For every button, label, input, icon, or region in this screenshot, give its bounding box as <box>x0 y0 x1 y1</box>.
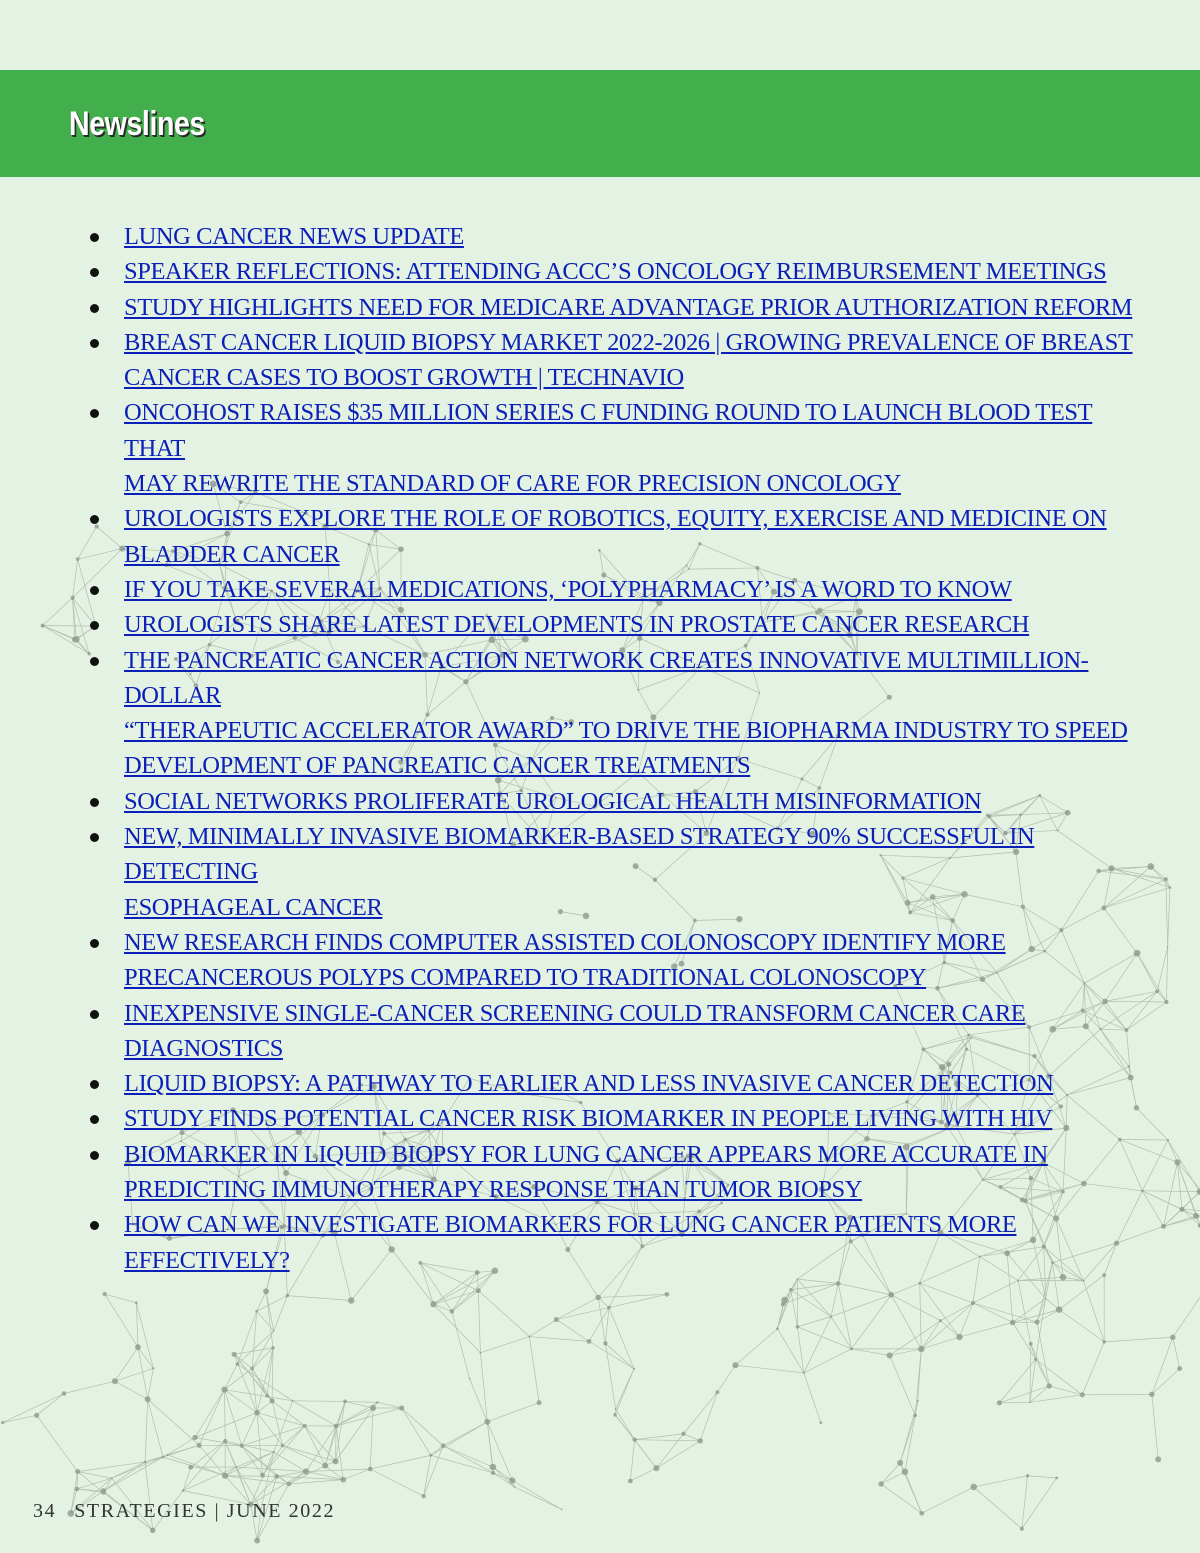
news-item <box>0 501 1144 572</box>
news-list <box>0 219 1200 1278</box>
bullet-icon <box>90 304 99 313</box>
bullet-icon <box>90 833 99 842</box>
news-item <box>0 925 1144 996</box>
bullet-icon <box>90 339 99 348</box>
news-item <box>0 607 1144 642</box>
news-item <box>0 643 1144 784</box>
bullet-icon <box>90 268 99 277</box>
news-link[interactable]: NEW, MINIMALLY INVASIVE BIOMARKER-BASED STRATEGY 90% SUCCESSFUL IN DETECTING ESOPHAGEAL CANCER <box>124 823 1035 921</box>
bullet-icon <box>90 939 99 948</box>
news-link[interactable]: BIOMARKER IN LIQUID BIOPSY FOR LUNG CANCER APPEARS MORE ACCURATE IN PREDICTING IMMUNOTHERAPY RESPONSE THAN TUMOR BIOPSY <box>124 1140 1048 1204</box>
bullet-icon <box>90 657 99 666</box>
bullet-icon <box>90 1115 99 1124</box>
news-item <box>0 996 1144 1067</box>
bullet-icon <box>90 1151 99 1160</box>
news-link[interactable]: IF YOU TAKE SEVERAL MEDICATIONS, ‘POLYPHARMACY’ IS A WORD TO KNOW <box>124 575 1012 603</box>
news-item <box>0 1066 1144 1101</box>
news-link[interactable]: STUDY FINDS POTENTIAL CANCER RISK BIOMARKER IN PEOPLE LIVING WITH HIV <box>124 1105 1053 1133</box>
news-link[interactable]: UROLOGISTS EXPLORE THE ROLE OF ROBOTICS, EQUITY, EXERCISE AND MEDICINE ON BLADDER CANCER <box>124 505 1107 568</box>
bullet-icon <box>90 1010 99 1019</box>
section-title: Newslines <box>69 105 205 143</box>
news-link[interactable]: LIQUID BIOPSY: A PATHWAY TO EARLIER AND LESS INVASIVE CANCER DETECTION <box>124 1070 1054 1098</box>
bullet-icon <box>90 233 99 242</box>
news-item <box>0 784 1144 819</box>
bullet-icon <box>90 621 99 630</box>
bullet-icon <box>90 586 99 595</box>
publication-info: STRATEGIES | JUNE 2022 <box>74 1500 336 1522</box>
page-number: 34 <box>33 1500 57 1522</box>
news-link[interactable]: SPEAKER REFLECTIONS: ATTENDING ACCC’S ONCOLOGY REIMBURSEMENT MEETINGS <box>124 258 1107 286</box>
news-item <box>0 1101 1144 1136</box>
news-link[interactable]: THE PANCREATIC CANCER ACTION NETWORK CREATES INNOVATIVE MULTIMILLION-DOLLAR “THERAPEUTIC ACCELERATOR AWARD” TO DRIVE THE BIOPHARMA INDUSTRY TO SPEED DEVELOPMENT OF PANCREATIC CANCER TREATMENTS <box>124 646 1128 780</box>
page-footer <box>33 1500 335 1523</box>
news-item <box>0 219 1144 254</box>
news-link[interactable]: BREAST CANCER LIQUID BIOPSY MARKET 2022-2026 | GROWING PREVALENCE OF BREAST CANCER CASES TO BOOST GROWTH | TECHNAVIO <box>124 328 1133 392</box>
bullet-icon <box>90 798 99 807</box>
news-link[interactable]: ONCOHOST RAISES $35 MILLION SERIES C FUNDING ROUND TO LAUNCH BLOOD TEST THAT MAY REWRITE THE STANDARD OF CARE FOR PRECISION ONCOLOGY <box>124 399 1093 498</box>
news-item <box>0 572 1144 607</box>
news-link[interactable]: LUNG CANCER NEWS UPDATE <box>124 223 464 250</box>
news-item <box>0 1137 1144 1208</box>
bullet-icon <box>90 1221 99 1230</box>
bullet-icon <box>90 515 99 524</box>
news-item <box>0 290 1144 325</box>
news-item <box>0 1207 1144 1278</box>
news-link[interactable]: SOCIAL NETWORKS PROLIFERATE UROLOGICAL HEALTH MISINFORMATION <box>124 787 982 815</box>
news-item <box>0 254 1144 289</box>
news-item <box>0 325 1144 396</box>
news-link[interactable]: HOW CAN WE INVESTIGATE BIOMARKERS FOR LUNG CANCER PATIENTS MORE EFFECTIVELY? <box>124 1211 1017 1274</box>
news-item <box>0 819 1144 925</box>
bullet-icon <box>90 409 99 418</box>
news-link[interactable]: NEW RESEARCH FINDS COMPUTER ASSISTED COLONOSCOPY IDENTIFY MORE PRECANCEROUS POLYPS COMPARED TO TRADITIONAL COLONOSCOPY <box>124 928 1006 992</box>
news-link[interactable]: UROLOGISTS SHARE LATEST DEVELOPMENTS IN PROSTATE CANCER RESEARCH <box>124 611 1030 639</box>
news-item <box>0 395 1144 501</box>
news-link[interactable]: STUDY HIGHLIGHTS NEED FOR MEDICARE ADVANTAGE PRIOR AUTHORIZATION REFORM <box>124 293 1133 321</box>
news-link[interactable]: INEXPENSIVE SINGLE-CANCER SCREENING COULD TRANSFORM CANCER CARE DIAGNOSTICS <box>124 999 1026 1062</box>
bullet-icon <box>90 1080 99 1089</box>
